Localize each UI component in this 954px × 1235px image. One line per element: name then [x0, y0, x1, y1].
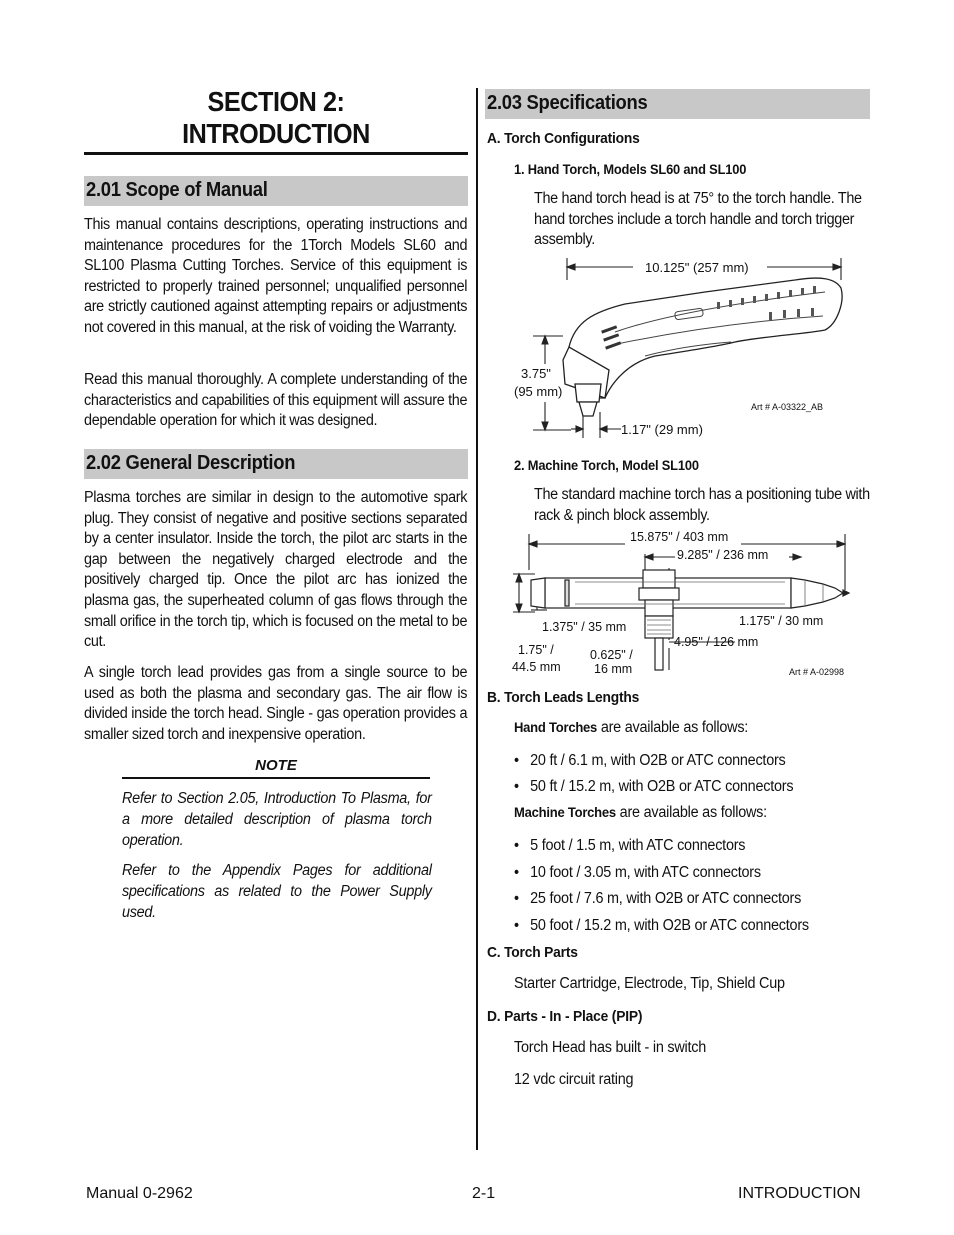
footer-manual-number: Manual 0-2962	[86, 1185, 193, 1202]
hand-length-dim: 10.125" (257 mm)	[645, 260, 749, 275]
machine-torches-rest: are available as follows:	[615, 804, 767, 821]
note-paragraph-2: Refer to the Appendix Pages for additional specifications as related to the Power Supply used.	[122, 862, 432, 921]
section-title-line2: INTRODUCTION	[182, 118, 370, 149]
general-paragraph-2: A single torch lead provides gas from a single source to be used as both the plasma and secondary gas. The air flow is divided inside the torch head. Single - gas operation provides a smaller sized torch and inexpensive operation.	[84, 664, 468, 743]
heading-2-02: 2.02 General Description	[86, 452, 296, 474]
section-title-line1: SECTION 2:	[207, 86, 345, 117]
machine-d2-dim-2: 44.5 mm	[512, 660, 561, 674]
subheading-a: A. Torch Configurations	[487, 130, 640, 147]
note-paragraph-1: Refer to Section 2.05, Introduction To Plasma, for a more detailed description of plasma torch operation.	[122, 790, 432, 849]
note-rule	[122, 777, 430, 779]
heading-bar-2-03	[485, 89, 870, 119]
general-paragraph-1: Plasma torches are similar in design to the automotive spark plug. They consist of negative and positive sections separated by a center insulator. Inside the torch, the pilot arc starts in the gap between the negatively charged electrode and the positively charged tip. Once the pilot arc has ionized the plasma gas, the superheated column of gas flows through the small orifice in the torch tip, which is focused on the metal to be cut.	[84, 489, 468, 651]
hand-torch-text: The hand torch head is at 75° to the torch handle. The hand torches include a torch handle and torch trigger assembly.	[534, 190, 862, 249]
note-title: NOTE	[255, 757, 297, 774]
subheading-a2: 2. Machine Torch, Model SL100	[514, 457, 699, 473]
pip-text-1: Torch Head has built - in switch	[514, 1039, 707, 1056]
machine-lead-item-3: 25 foot / 7.6 m, with O2B or ATC connectors	[530, 890, 802, 907]
list-item: • 20 ft / 6.1 m, with O2B or ATC connectors	[514, 752, 786, 769]
machine-overall-dim: 15.875" / 403 mm	[630, 530, 729, 544]
hand-torches-intro	[514, 719, 748, 737]
subheading-c: C. Torch Parts	[487, 944, 578, 961]
hand-lead-item-1: 20 ft / 6.1 m, with O2B or ATC connectors	[530, 752, 786, 769]
heading-2-03: 2.03 Specifications	[487, 92, 648, 114]
title-rule	[84, 152, 468, 155]
footer-page-number: 2-1	[472, 1185, 496, 1202]
scope-paragraph-1: This manual contains descriptions, operating instructions and maintenance procedures for the 1Torch Models SL60 and SL100 Plasma Cutting Torches. Service of this equipment is restricted to properly trained personnel; unqualified personnel are strictly cautioned against attempting repairs or adjustments not covered in this manual, at the risk of voiding the Warranty.	[84, 216, 468, 336]
machine-torches-intro	[514, 804, 767, 822]
machine-d1-dim: 1.375" / 35 mm	[542, 620, 627, 634]
footer-section-name: INTRODUCTION	[738, 1185, 861, 1202]
hand-torch-drawing	[505, 252, 865, 442]
list-item: • 50 ft / 15.2 m, with O2B or ATC connectors	[514, 778, 794, 795]
hand-torches-rest: are available as follows:	[597, 719, 749, 736]
scope-paragraph-2: Read this manual thoroughly. A complete understanding of the characteristics and capabilities of this equipment will assure the dependable operation for which it was designed.	[84, 371, 468, 430]
torch-parts-text: Starter Cartridge, Electrode, Tip, Shield Cup	[514, 975, 785, 992]
subheading-b: B. Torch Leads Lengths	[487, 689, 640, 706]
hand-torches-bold: Hand Torches	[514, 719, 598, 735]
subheading-a1: 1. Hand Torch, Models SL60 and SL100	[514, 161, 747, 177]
hand-height-dim-2: (95 mm)	[514, 384, 563, 399]
machine-torch-text: The standard machine torch has a positioning tube with rack & pinch block assembly.	[534, 486, 870, 524]
heading-2-01: 2.01 Scope of Manual	[86, 179, 268, 201]
list-item: • 5 foot / 1.5 m, with ATC connectors	[514, 837, 746, 854]
hand-art-number: Art # A-03322_AB	[751, 402, 824, 412]
list-item: • 25 foot / 7.6 m, with O2B or ATC connectors	[514, 890, 802, 907]
heading-bar-2-01	[84, 176, 468, 206]
pip-text-2: 12 vdc circuit rating	[514, 1071, 634, 1088]
machine-torches-bold: Machine Torches	[514, 804, 616, 820]
machine-d2-dim-1: 1.75" /	[518, 643, 554, 657]
machine-lead-item-4: 50 foot / 15.2 m, with O2B or ATC connectors	[530, 917, 809, 934]
hand-lead-item-2: 50 ft / 15.2 m, with O2B or ATC connectors	[530, 778, 794, 795]
machine-art-number: Art # A-02998	[789, 667, 845, 677]
list-item: • 10 foot / 3.05 m, with ATC connectors	[514, 864, 761, 881]
column-divider	[476, 88, 478, 1150]
machine-d4-dim: 4.95" / 126 mm	[674, 635, 759, 649]
machine-lead-item-1: 5 foot / 1.5 m, with ATC connectors	[530, 837, 746, 854]
machine-d3-dim-2: 16 mm	[594, 662, 633, 676]
hand-height-dim-1: 3.75"	[521, 366, 551, 381]
list-item: • 50 foot / 15.2 m, with O2B or ATC connectors	[514, 917, 809, 934]
heading-bar-2-02	[84, 449, 468, 479]
machine-d3-dim-1: 0.625" /	[590, 648, 633, 662]
machine-d5-dim: 1.175" / 30 mm	[739, 614, 824, 628]
hand-tip-dim: 1.17" (29 mm)	[621, 422, 703, 437]
subheading-d: D. Parts - In - Place (PIP)	[487, 1008, 643, 1025]
machine-lead-item-2: 10 foot / 3.05 m, with ATC connectors	[530, 864, 761, 881]
machine-tube-dim: 9.285" / 236 mm	[677, 548, 769, 562]
